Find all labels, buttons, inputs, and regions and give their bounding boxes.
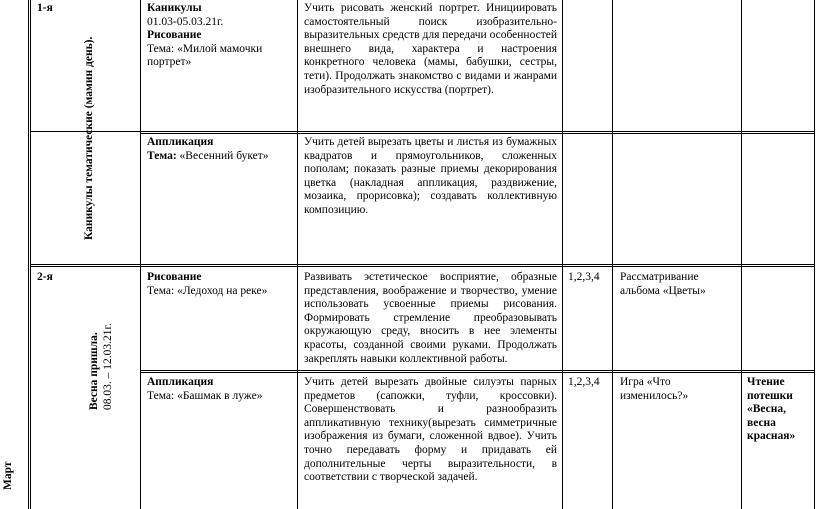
row-divider [140, 372, 814, 373]
activity-cell [147, 271, 292, 298]
week-theme: Каникулы тематические (мамин день). [83, 36, 95, 240]
row-divider [30, 266, 814, 267]
row-divider [140, 370, 814, 371]
numbers-cell: 1,2,3,4 [568, 271, 600, 283]
activity-type: Рисование [147, 271, 202, 283]
table-border [30, 0, 31, 509]
goals-cell: Учить детей вырезать двойные силуэты парных предметов (сапожки, туфли, кроссовки). Совершенствовать и разнообразить аппликативную технику(вырезать симметричные изображения из бумаги, сложенной вдвое). Учить точно передавать форму и придавать ей дополнительные черты выразительности, в соответствии с творческой задачей. [304, 376, 557, 484]
goals-cell: Учить рисовать женский портрет. Инициировать самостоятельный поиск изобразительно-выразительных средств для передачи особенностей внешнего вида, характера и настроения конкретного человека (мамы, бабушки, сестры, тети). Продолжать знакомство с видами и жанрами изобразительного искусства (портрет). [304, 2, 557, 96]
table-border [140, 0, 141, 509]
activity-cell [147, 376, 292, 403]
row-divider [30, 264, 814, 265]
activity-topic: Тема: «Башмак в луже» [147, 389, 263, 402]
activity-cell [147, 136, 292, 163]
activity-topic: Тема: «Ледоход на реке» [147, 284, 268, 297]
activity-topic: Тема: «Весенний букет» [147, 149, 269, 162]
holiday-title: Каникулы [147, 2, 202, 14]
table-border [562, 0, 563, 509]
goals-cell: Учить детей вырезать цветы и листья из бумажных квадратов и прямоугольников, сложенных пополам; показать разные приемы декорирования цветка (накладная аппликация, раздвижение, мозаика, прорисовка); создавать коллективную композицию. [304, 136, 557, 216]
goals-cell: Развивать эстетическое восприятие, образные представления, воображение и творчество, умение использовать усвоенные приемы рисования. Формировать стремление преобразовывать окружающую среду, вносить в нее элементы красоты, созданной своими руками. Продолжать закреплять навыки коллективной работы. [304, 271, 557, 365]
reading-cell: Чтение потешки «Весна, весна красная» [747, 376, 796, 443]
row-divider [30, 131, 814, 132]
activity-type: Рисование [147, 29, 202, 42]
row-divider [140, 133, 814, 134]
table-border [612, 0, 613, 509]
activity-type: Аппликация [147, 136, 214, 148]
work-cell: Игра «Что изменилось?» [620, 376, 689, 402]
table-border [741, 0, 742, 509]
activity-type: Аппликация [147, 376, 214, 388]
week-theme: Весна пришла. 08.03. – 12.03.21г. [88, 323, 114, 410]
numbers-cell: 1,2,3,4 [568, 376, 600, 388]
table-border [28, 0, 29, 509]
table-border [814, 0, 815, 509]
work-cell: Рассматривание альбома «Цветы» [620, 271, 706, 297]
week-number: 2-я [37, 271, 53, 283]
table-border [297, 0, 298, 509]
activity-cell [147, 2, 292, 70]
holiday-dates: 01.03-05.03.21г. [147, 15, 224, 28]
week-number: 1-я [37, 2, 53, 14]
activity-topic: Тема: «Милой мамочки портрет» [147, 42, 263, 69]
month-label: Март [2, 461, 14, 490]
